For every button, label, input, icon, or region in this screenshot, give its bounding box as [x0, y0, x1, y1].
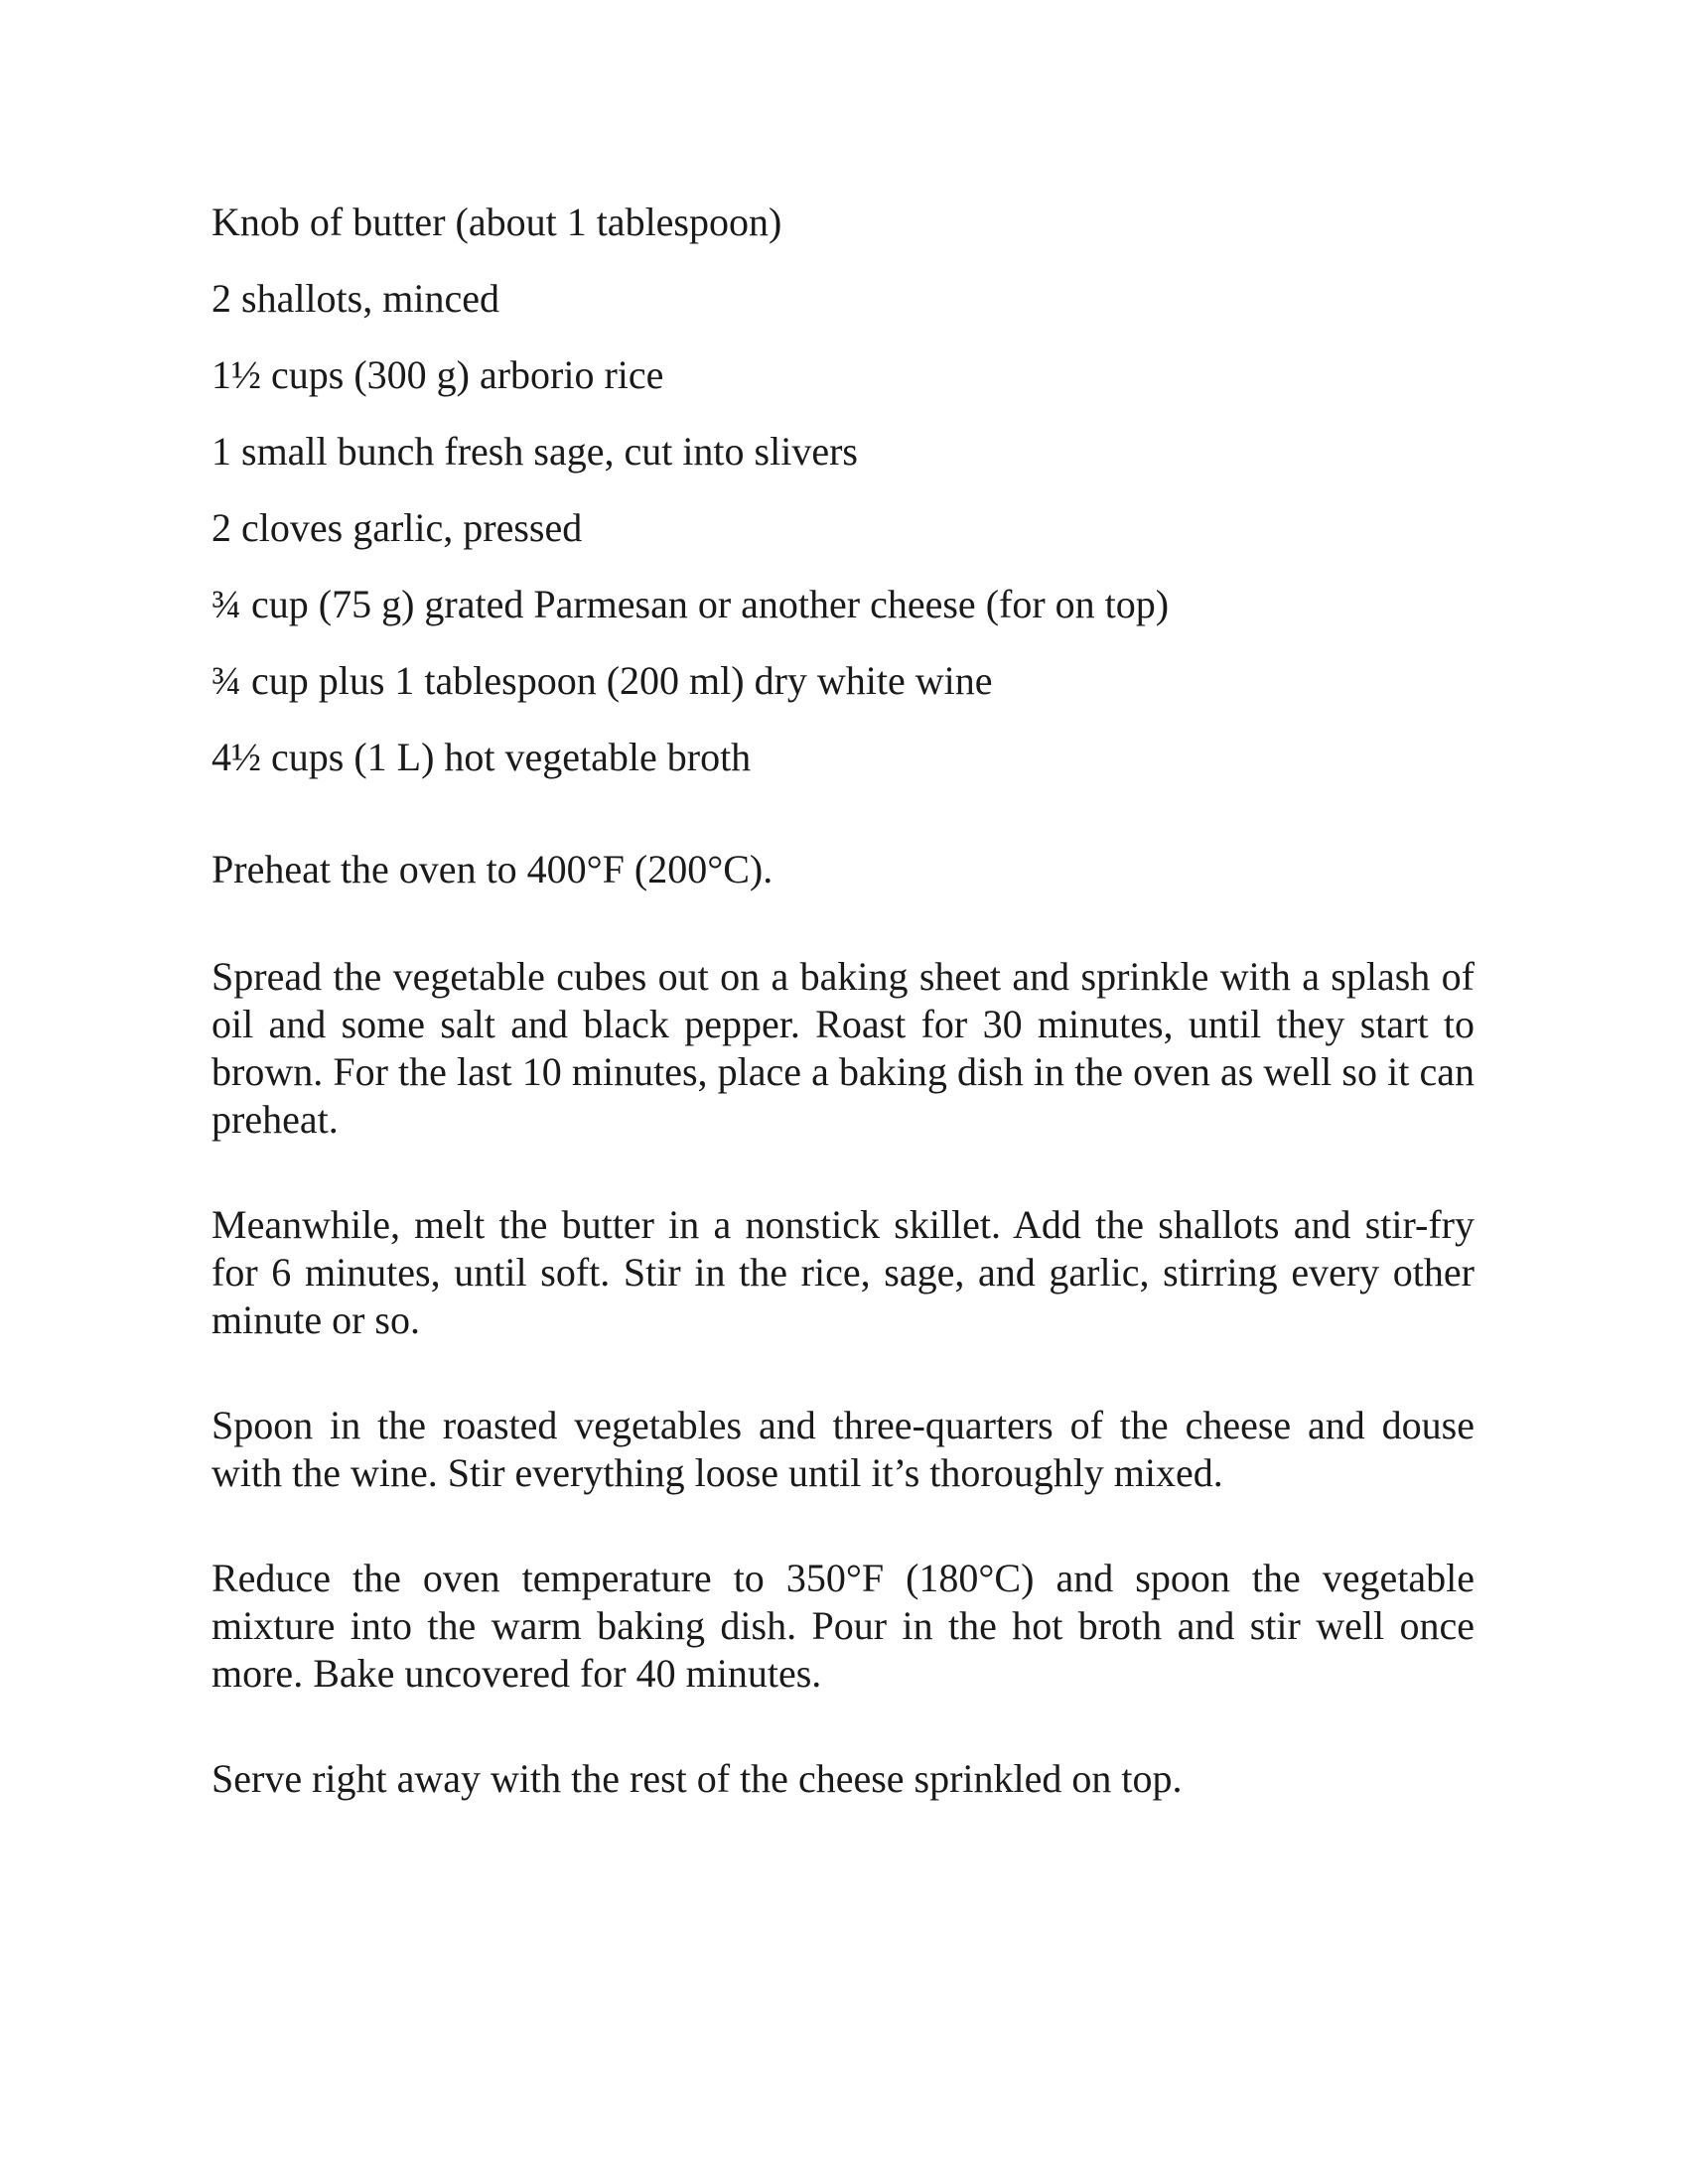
- ingredient-item: Knob of butter (about 1 tablespoon): [211, 200, 782, 244]
- instruction-step: Spoon in the roasted vegetables and three-quarters of the cheese and douse with the wine. Stir everything loose until it’s thoroughly mixed.: [211, 1403, 1475, 1495]
- instruction-step: Meanwhile, melt the butter in a nonstick skillet. Add the shallots and stir-fry for 6 minutes, until soft. Stir in the rice, sage, and garlic, stirring every other minute or so.: [211, 1202, 1475, 1342]
- instruction-step: Serve right away with the rest of the cheese sprinkled on top.: [211, 1756, 1183, 1801]
- ingredient-item: 4½ cups (1 L) hot vegetable broth: [211, 735, 752, 779]
- ingredient-item: 1 small bunch fresh sage, cut into slivers: [211, 429, 858, 474]
- ingredient-item: 2 shallots, minced: [211, 276, 499, 321]
- instruction-step: Spread the vegetable cubes out on a baking sheet and sprinkle with a splash of oil and some salt and black pepper. Roast for 30 minutes, until they start to brown. For the last 10 minutes, place a baking dish in the oven as well so it can preheat.: [211, 954, 1475, 1142]
- ingredient-item: ¾ cup plus 1 tablespoon (200 ml) dry white wine: [211, 658, 993, 703]
- instruction-steps: [211, 846, 1475, 1860]
- ingredient-item: 2 cloves garlic, pressed: [211, 505, 583, 550]
- instruction-step: Preheat the oven to 400°F (200°C).: [211, 847, 774, 891]
- ingredient-item: 1½ cups (300 g) arborio rice: [211, 352, 664, 397]
- ingredient-list: [211, 195, 1492, 806]
- ingredient-item: ¾ cup (75 g) grated Parmesan or another cheese (for on top): [211, 582, 1170, 626]
- instruction-step: Reduce the oven temperature to 350°F (180°C) and spoon the vegetable mixture into the warm baking dish. Pour in the hot broth and stir well once more. Bake uncovered for 40 minutes.: [211, 1556, 1475, 1696]
